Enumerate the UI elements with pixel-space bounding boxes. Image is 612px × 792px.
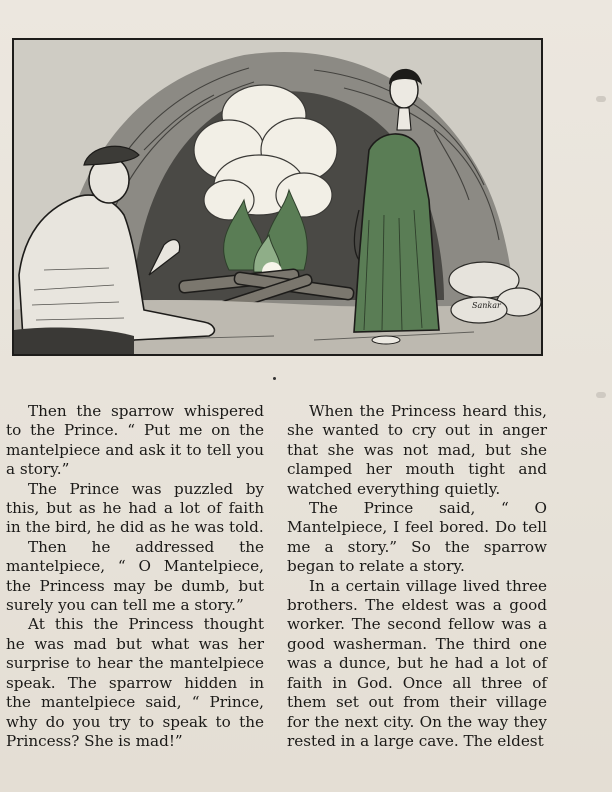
page-edge-mark [596, 392, 606, 398]
right-text-column [287, 402, 547, 751]
paragraph: The Prince was puzzled by this, but as he had a lot of faith in the bird, he did as he was told. [6, 479, 264, 537]
page-edge-mark [596, 96, 606, 102]
separator-dot [273, 377, 276, 380]
paragraph: Then the sparrow whispered to the Prince. “ Put me on the mantelpiece and ask it to tell you a story.” [6, 402, 264, 479]
paragraph: When the Princess heard this, she wanted to cry out in anger that she was not mad, but she clamped her mouth tight and watched everything quietly. [287, 402, 547, 498]
paragraph: The Prince said, “ O Mantelpiece, I feel bored. Do tell me a story.” So the sparrow began to relate a story. [287, 499, 547, 576]
artist-signature: Sankar [472, 301, 501, 310]
cave-fire-scene-image [14, 40, 541, 354]
paragraph: Then he addressed the mantelpiece, “ O Mantelpiece, the Princess may be dumb, but surely you can tell me a story.” [6, 537, 264, 615]
left-text-column [6, 402, 264, 751]
story-illustration [12, 38, 543, 356]
paragraph: In a certain village lived three brothers. The eldest was a good worker. The second fellow was a good washerman. The third one was a dunce, but he had a lot of faith in God. Once all three of them set out from their village for the next city. On the way they rested in a large cave. The eldest [287, 576, 547, 750]
paragraph: At this the Princess thought he was mad but what was her surprise to hear the mantelpiece speak. The sparrow hidden in the mantelpiece said, “ Prince, why do you try to speak to the Princess? She is mad!” [6, 615, 264, 750]
